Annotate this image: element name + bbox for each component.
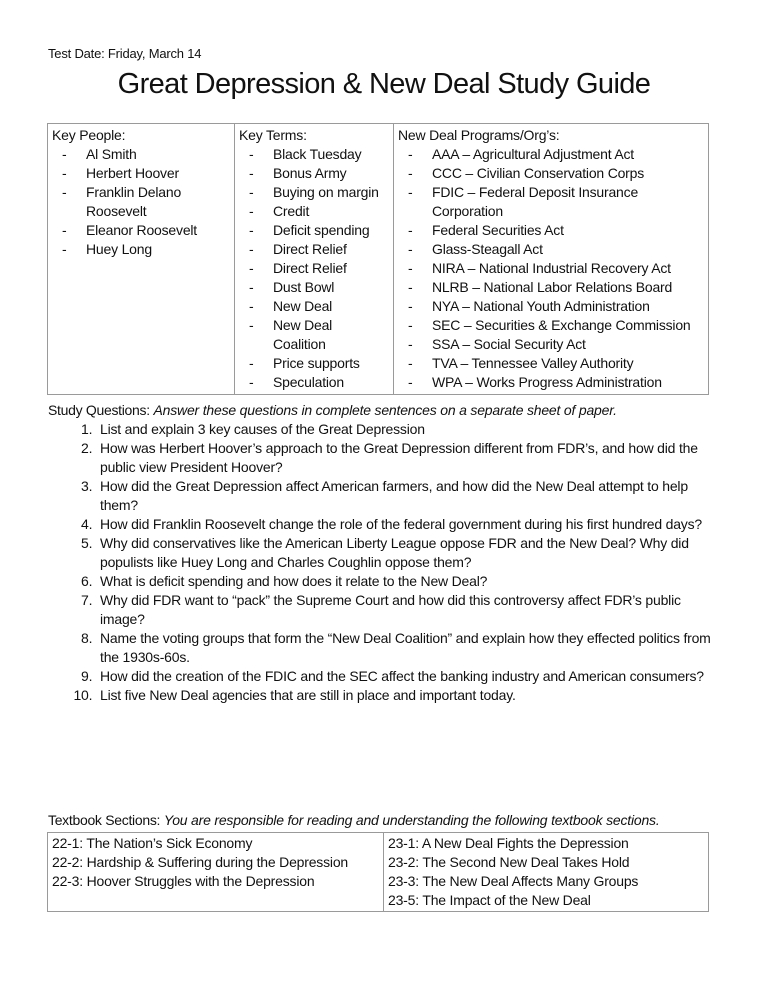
list-item: - NIRA – National Industrial Recovery Act xyxy=(398,259,704,278)
list-item: - Eleanor Roosevelt xyxy=(52,221,230,240)
list-item: - Price supports xyxy=(239,354,389,373)
question-item: 8. Name the voting groups that form the “New Deal Coalition” and explain how they effected politics from the 1930s-60s. xyxy=(96,629,728,667)
section-item: 23-2: The Second New Deal Takes Hold xyxy=(388,854,630,870)
question-item: 4. How did Franklin Roosevelt change the role of the federal government during his first hundred days? xyxy=(96,515,728,534)
list-item: - Franklin Delano Roosevelt xyxy=(52,183,196,221)
list-item: - Direct Relief xyxy=(239,259,389,278)
list-item: - Federal Securities Act xyxy=(398,221,704,240)
study-questions-heading: Study Questions: xyxy=(48,402,150,418)
list-item: - Black Tuesday xyxy=(239,145,389,164)
key-people-cell xyxy=(48,124,235,395)
section-item: 22-3: Hoover Struggles with the Depression xyxy=(52,873,315,889)
question-item: 7. Why did FDR want to “pack” the Supreme Court and how did this controversy affect FDR’s public image? xyxy=(96,591,728,629)
programs-list xyxy=(398,145,704,392)
list-item: - NYA – National Youth Administration xyxy=(398,297,704,316)
list-item: - New Deal Coalition xyxy=(239,316,353,354)
list-item: - Huey Long xyxy=(52,240,230,259)
list-item: - Deficit spending xyxy=(239,221,389,240)
section-item: 22-1: The Nation’s Sick Economy xyxy=(52,835,253,851)
list-item: - Dust Bowl xyxy=(239,278,389,297)
textbook-sections-heading: Textbook Sections: xyxy=(48,812,161,828)
list-item: - CCC – Civilian Conservation Corps xyxy=(398,164,704,183)
vocabulary-table xyxy=(47,123,709,395)
section-item: 23-5: The Impact of the New Deal xyxy=(388,892,591,908)
list-item: - New Deal xyxy=(239,297,389,316)
chapter-23-cell xyxy=(384,833,709,912)
key-terms-list xyxy=(239,145,389,392)
list-item: - AAA – Agricultural Adjustment Act xyxy=(398,145,704,164)
key-people-heading: Key People: xyxy=(52,127,126,143)
list-item: - FDIC – Federal Deposit Insurance Corporation xyxy=(398,183,662,221)
list-item: - SSA – Social Security Act xyxy=(398,335,704,354)
list-item: - Speculation xyxy=(239,373,389,392)
section-item: 23-1: A New Deal Fights the Depression xyxy=(388,835,629,851)
list-item: - Herbert Hoover xyxy=(52,164,230,183)
list-item: - WPA – Works Progress Administration xyxy=(398,373,704,392)
list-item: - Bonus Army xyxy=(239,164,389,183)
question-item: 10. List five New Deal agencies that are still in place and important today. xyxy=(96,686,728,705)
study-questions-instruction: Answer these questions in complete sentences on a separate sheet of paper. xyxy=(153,402,617,418)
section-item: 23-3: The New Deal Affects Many Groups xyxy=(388,873,639,889)
page-title: Great Depression & New Deal Study Guide xyxy=(117,68,651,100)
question-item: 5. Why did conservatives like the American Liberty League oppose FDR and the New Deal? Why did populists like Huey Long and Charles Coughlin oppose them? xyxy=(96,534,728,572)
key-people-list xyxy=(52,145,230,259)
question-item: 3. How did the Great Depression affect American farmers, and how did the New Deal attempt to help them? xyxy=(96,477,728,515)
question-item: 1. List and explain 3 key causes of the Great Depression xyxy=(96,420,728,439)
list-item: - Buying on margin xyxy=(239,183,389,202)
list-item: - Al Smith xyxy=(52,145,230,164)
chapter-22-cell xyxy=(48,833,384,912)
list-item: - Direct Relief xyxy=(239,240,389,259)
programs-cell xyxy=(394,124,709,395)
questions-list xyxy=(48,420,728,705)
textbook-sections-instruction: You are responsible for reading and understanding the following textbook sections. xyxy=(163,812,660,828)
test-date: Test Date: Friday, March 14 xyxy=(48,46,202,61)
programs-heading: New Deal Programs/Org’s: xyxy=(398,127,560,143)
textbook-sections-header xyxy=(48,812,728,828)
question-item: 2. How was Herbert Hoover’s approach to the Great Depression different from FDR’s, and how did the public view President Hoover? xyxy=(96,439,728,477)
list-item: - SEC – Securities & Exchange Commission xyxy=(398,316,704,335)
question-item: 6. What is deficit spending and how does it relate to the New Deal? xyxy=(96,572,728,591)
list-item: - NLRB – National Labor Relations Board xyxy=(398,278,704,297)
section-item: 22-2: Hardship & Suffering during the Depression xyxy=(52,854,348,870)
textbook-sections-table xyxy=(47,832,709,912)
key-terms-heading: Key Terms: xyxy=(239,127,307,143)
question-item: 9. How did the creation of the FDIC and the SEC affect the banking industry and American consumers? xyxy=(96,667,728,686)
list-item: - Credit xyxy=(239,202,389,221)
list-item: - TVA – Tennessee Valley Authority xyxy=(398,354,704,373)
list-item: - Glass-Steagall Act xyxy=(398,240,704,259)
key-terms-cell xyxy=(235,124,394,395)
study-questions-header xyxy=(48,402,728,418)
study-questions-section xyxy=(48,402,728,705)
